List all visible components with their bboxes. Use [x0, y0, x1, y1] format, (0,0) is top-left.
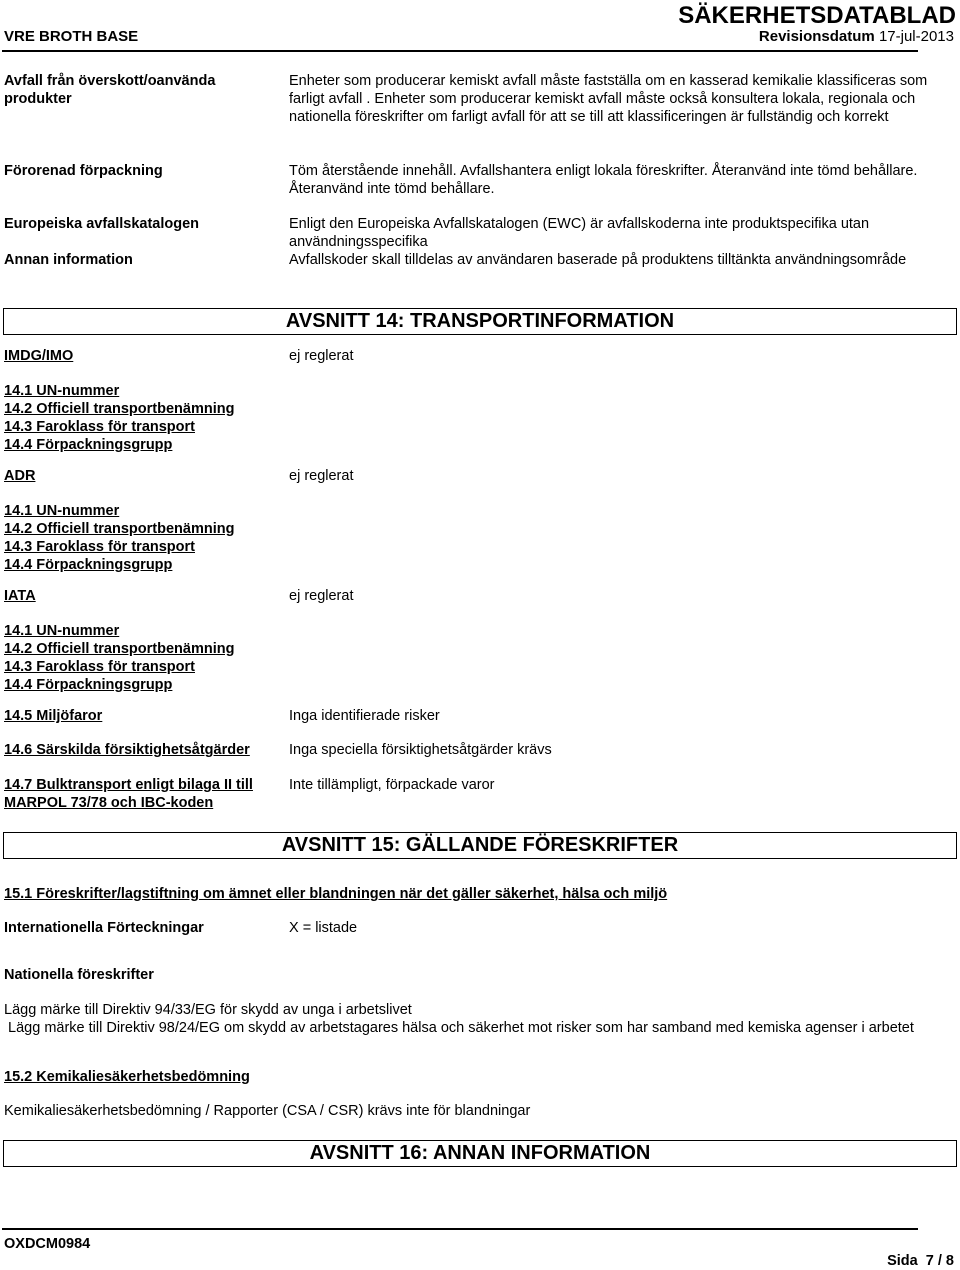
document-code: OXDCM0984 — [4, 1236, 91, 1252]
other-info-text: Avfallskoder skall tilldelas av användaren baserade på produktens tilltänkta användningsområde — [289, 252, 907, 268]
special-precautions-value: Inga speciella försiktighetsåtgärder krävs — [289, 742, 552, 758]
imdg-un-number: 14.1 UN-nummer — [4, 383, 120, 399]
env-hazards-value: Inga identifierade risker — [289, 708, 440, 724]
adr-hazard-class: 14.3 Faroklass för transport — [4, 539, 195, 555]
national-regulations-text-2: Lägg märke till Direktiv 98/24/EG om skydd av arbetstagares hälsa och säkerhet mot risker som har samband med kemiska agenser i arbetet — [4, 1020, 914, 1036]
product-name: VRE BROTH BASE — [4, 28, 139, 45]
ewc-label: Europeiska avfallskatalogen — [4, 216, 200, 232]
revision-date — [759, 28, 954, 46]
iata-shipping-name: 14.2 Officiell transportbenämning — [4, 641, 235, 657]
adr-packing-group: 14.4 Förpackningsgrupp — [4, 557, 173, 573]
ewc-text: Enligt den Europeiska Avfallskatalogen (EWC) är avfallskoderna inte produktspecifika utan användningsspecifika — [289, 216, 870, 250]
adr-un-number: 14.1 UN-nummer — [4, 503, 120, 519]
waste-label: Avfall från överskott/oanvända produkter — [4, 73, 216, 107]
regulations-subheading: 15.1 Föreskrifter/lagstiftning om ämnet eller blandningen när det gäller säkerhet, hälsa och miljö — [4, 886, 668, 902]
special-precautions-label: 14.6 Särskilda försiktighetsåtgärder — [4, 742, 250, 758]
waste-text: Enheter som producerar kemiskt avfall måste fastställa om en kasserad kemikalie klassificeras som farligt avfall . Enheter som producerar kemiskt avfall måste också konsultera lokala, regionala och nationella föreskrifter om farligt avfall för att se till att klassificeringen är fullständig och korrekt — [289, 73, 928, 125]
chemical-safety-assessment-text: Kemikaliesäkerhetsbedömning / Rapporter (CSA / CSR) krävs inte för blandningar — [4, 1103, 531, 1119]
page-value: 7 / 8 — [925, 1253, 954, 1269]
page-number — [887, 1252, 954, 1270]
bulk-transport-value: Inte tillämpligt, förpackade varor — [289, 777, 495, 793]
imdg-hazard-class: 14.3 Faroklass för transport — [4, 419, 195, 435]
iata-hazard-class: 14.3 Faroklass för transport — [4, 659, 195, 675]
adr-shipping-name: 14.2 Officiell transportbenämning — [4, 521, 235, 537]
section-15-header: AVSNITT 15: GÄLLANDE FÖRESKRIFTER — [3, 832, 957, 859]
revision-label: Revisionsdatum — [758, 28, 875, 45]
footer-divider — [2, 1228, 918, 1230]
iata-value: ej reglerat — [289, 588, 354, 604]
iata-label: IATA — [4, 588, 36, 604]
document-title: SÄKERHETSDATABLAD — [678, 2, 956, 29]
section-14-header: AVSNITT 14: TRANSPORTINFORMATION — [3, 308, 957, 335]
page-label: Sida — [887, 1253, 918, 1269]
other-info-label: Annan information — [4, 252, 133, 268]
imdg-value: ej reglerat — [289, 348, 354, 364]
section-16-header: AVSNITT 16: ANNAN INFORMATION — [3, 1140, 957, 1167]
header-divider — [2, 50, 918, 52]
packaging-text: Töm återstående innehåll. Avfallshantera enligt lokala föreskrifter. Återanvänd inte tömd behållare. Återanvänd inte tömd behållare. — [289, 163, 918, 197]
revision-value: 17-jul-2013 — [878, 28, 954, 45]
iata-un-number: 14.1 UN-nummer — [4, 623, 120, 639]
bulk-transport-label-line1: 14.7 Bulktransport enligt bilaga II till — [4, 777, 253, 793]
imdg-shipping-name: 14.2 Officiell transportbenämning — [4, 401, 235, 417]
adr-value: ej reglerat — [289, 468, 354, 484]
adr-label: ADR — [4, 468, 36, 484]
bulk-transport-label-line2: MARPOL 73/78 och IBC-koden — [4, 795, 214, 811]
national-regulations-text-1: Lägg märke till Direktiv 94/33/EG för skydd av unga i arbetslivet — [4, 1002, 412, 1018]
imdg-packing-group: 14.4 Förpackningsgrupp — [4, 437, 173, 453]
chemical-safety-assessment-subheading: 15.2 Kemikaliesäkerhetsbedömning — [4, 1069, 250, 1085]
national-regulations-label: Nationella föreskrifter — [4, 967, 154, 983]
intl-inventories-value: X = listade — [289, 920, 358, 936]
imdg-label: IMDG/IMO — [4, 348, 74, 364]
intl-inventories-label: Internationella Förteckningar — [4, 920, 204, 936]
env-hazards-label: 14.5 Miljöfaror — [4, 708, 103, 724]
packaging-label: Förorenad förpackning — [4, 163, 163, 179]
iata-packing-group: 14.4 Förpackningsgrupp — [4, 677, 173, 693]
